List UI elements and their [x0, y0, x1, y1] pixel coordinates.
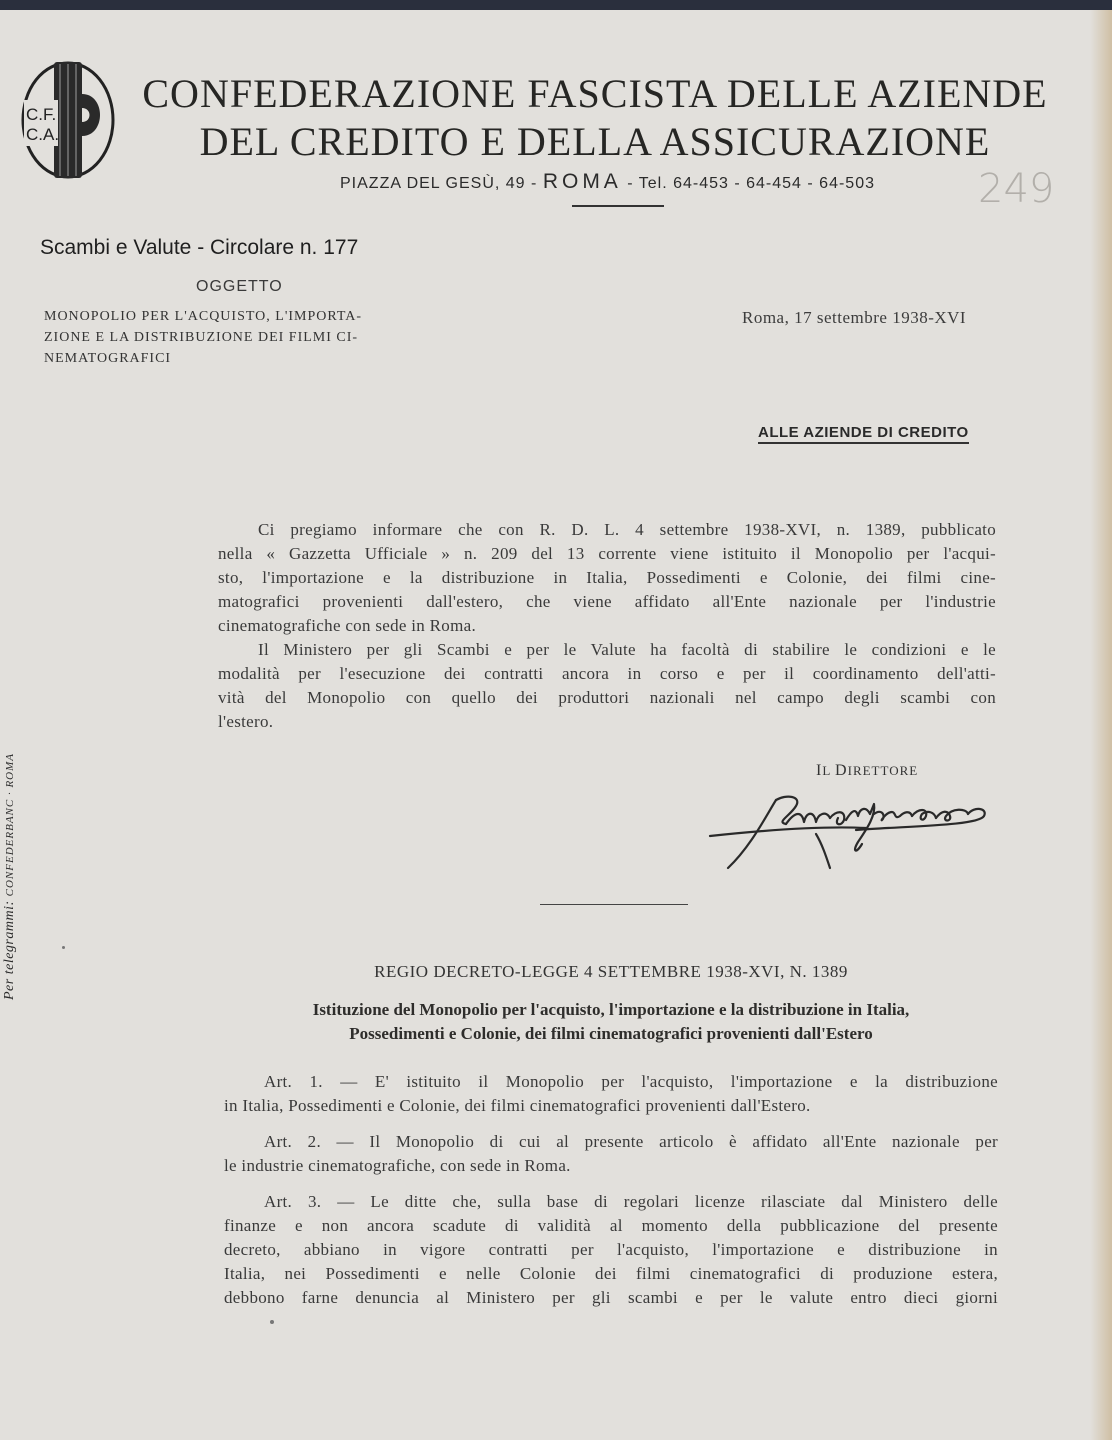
header-rule: [572, 205, 664, 207]
article-line: Art. 3. — Le ditte che, sulla base di regolari licenze rilasciate dal Ministero delle: [264, 1192, 998, 1211]
article-line: le industrie cinematografiche, con sede in Roma.: [224, 1156, 571, 1175]
decree-title: REGIO DECRETO-LEGGE 4 SETTEMBRE 1938-XVI, N. 1389: [374, 962, 848, 981]
decree-articles: [224, 1072, 998, 1312]
subject-line: NEMATOGRAFICI: [44, 351, 172, 366]
address-street: PIAZZA DEL GESÙ, 49 -: [340, 175, 538, 192]
telegram-address: CONFEDERBANC · ROMA: [4, 752, 16, 897]
letter-line: modalità per l'esecuzione dei contratti ancora in corso e per il coordinamento dell'atti-: [218, 664, 996, 683]
decree-subtitle-line: Possedimenti e Colonie, dei filmi cinematografici provenienti dall'Estero: [349, 1024, 873, 1043]
decree-subtitle-line: Istituzione del Monopolio per l'acquisto, l'importazione e la distribuzione in Italia,: [312, 1000, 910, 1019]
letter-line: vità del Monopolio con quello dei produttori nazionali nel campo degli scambi con: [218, 688, 996, 707]
letter-line: cinematografiche con sede in Roma.: [218, 616, 477, 635]
article-line: Art. 1. — E' istituito il Monopolio per l'acquisto, l'importazione e la distribuzione: [264, 1072, 998, 1091]
letter-line: l'estero.: [218, 712, 274, 731]
header-address: [340, 170, 900, 194]
subject-label: OGGETTO: [196, 278, 283, 295]
speck: [62, 946, 65, 949]
circular-number: Scambi e Valute - Circolare n. 177: [40, 236, 359, 259]
letter-date: Roma, 17 settembre 1938-XVI: [742, 308, 967, 327]
signatory-title: IL DIRETTORE: [816, 762, 919, 779]
letter-line: Il Ministero per gli Scambi e per le Valute ha facoltà di stabilire le condizioni e le: [258, 640, 996, 659]
telegram-prefix: Per telegrammi:: [2, 900, 17, 1000]
letter-body: [218, 520, 996, 740]
letter-line: matografici provenienti dall'estero, che viene affidato all'Ente nazionale per l'industrie: [218, 592, 996, 611]
letter-line: nella « Gazzetta Ufficiale » n. 209 del 13 corrente viene istituito il Monopolio per l'acqui-: [218, 544, 996, 563]
header-title-line2: DEL CREDITO E DELLA ASSICURAZIONE: [199, 119, 991, 164]
logo-monogram-bottom: C.A.: [26, 125, 60, 144]
letter-line: sto, l'importazione e la distribuzione in Italia, Possedimenti e Colonie, dei filmi cine-: [218, 568, 996, 587]
handwritten-signature: [706, 786, 996, 876]
article-line: Art. 2. — Il Monopolio di cui al presente articolo è affidato all'Ente nazionale per: [264, 1132, 998, 1151]
telegram-side-note: [2, 700, 18, 1000]
article-line: in Italia, Possedimenti e Colonie, dei filmi cinematografici provenienti dall'Estero.: [224, 1096, 811, 1115]
section-separator: [540, 904, 688, 905]
recipient: ALLE AZIENDE DI CREDITO: [758, 424, 969, 444]
letter-page: [0, 10, 1112, 1440]
subject-line: MONOPOLIO PER L'ACQUISTO, L'IMPORTA-: [44, 309, 363, 324]
article-line: decreto, abbiano in vigore contratti per l'acquisto, l'importazione e distribuzione in: [224, 1240, 998, 1259]
subject-line: ZIONE E LA DISTRIBUZIONE DEI FILMI CI-: [44, 330, 359, 345]
address-city: ROMA: [542, 170, 622, 193]
article-line: debbono farne denuncia al Ministero per gli scambi e per le valute entro dieci giorni: [224, 1288, 998, 1307]
logo-monogram-top: C.F.: [26, 105, 57, 124]
address-phone: - Tel. 64-453 - 64-454 - 64-503: [627, 175, 875, 192]
speck: [270, 1320, 274, 1324]
pencil-page-number: 249: [978, 166, 1055, 212]
subject-text: [44, 306, 448, 369]
article-line: finanze e non ancora scadute di validità al momento della pubblicazione del presente: [224, 1216, 998, 1235]
article-line: Italia, nei Possedimenti e nelle Colonie dei filmi cinematografici di produzione estera,: [224, 1264, 998, 1283]
header-title-line1: CONFEDERAZIONE FASCISTA DELLE AZIENDE: [142, 71, 1048, 116]
letter-line: Ci pregiamo informare che con R. D. L. 4 settembre 1938-XVI, n. 1389, pubblicato: [258, 520, 996, 539]
